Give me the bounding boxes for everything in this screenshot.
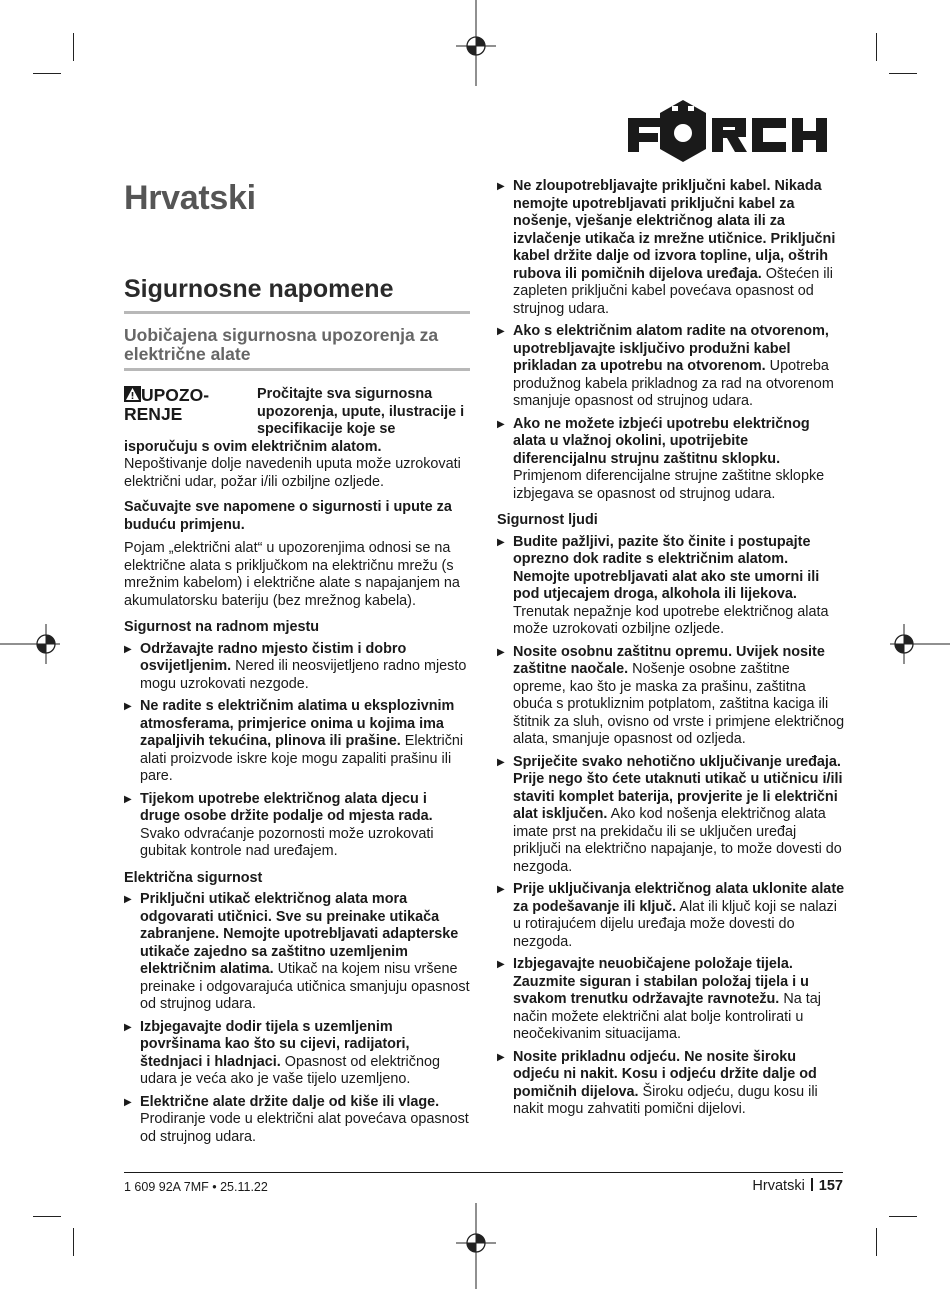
definition-paragraph: Pojam „električni alat“ u upozorenjima odnosi se na električne alata s priključkom na električnu mrežu (s mrežnim kabelom) i električne alate s napajanjem na akumulatorsku bateriju (bez mrežnog kabela). [124,540,460,609]
list-item: ▶ Nosite prikladnu odjeću. Ne nosite široku odjeću ni nakit. Kosu i odjeću držite dalje od pomičnih dijelova. Široku odjeću, dugu kosu ili nakit mogu zahvatiti pomični dijelovi. [497,1048,818,1117]
list-item: ▶ Izbjegavajte neuobičajene položaje tijela. Zauzmite siguran i stabilan položaj tijela i u svakom trenutku održavajte ravnotežu. Na taj način možete električni alat bolje kontrolirati u neočekivanim situacijama. [497,956,821,1042]
bullet-arrow-icon: ▶ [497,181,505,192]
bullet-arrow-icon: ▶ [497,418,505,430]
electrical-heading: Električna sigurnost [124,869,263,886]
list-item: ▶ Tijekom upotrebe električnog alata djecu i druge osobe držite podalje od mjesta rada. Svako odvraćanje pozornosti može uzrokovati gubitak kontrole nad uređajem. [124,790,434,859]
crop-mark [876,1228,877,1256]
list-item: ▶ Ne radite s električnim alatima u eksplozivnim atmosferama, primjerice onima u kojima ima zapaljivih tekućina, plinova ili prašine. Električni alati proizvode iskre koje mogu zapaliti prašinu ili pare. [124,698,464,784]
language-title: Hrvatski [124,179,256,217]
left-column [124,178,470,1151]
section-title: Sigurnosne napomene [124,274,470,314]
list-item: ▶ Budite pažljivi, pazite što činite i postupajte oprezno dok radite s električnim alatom. Nemojte upotrebljavati alat ako ste umorni ili pod utjecajem droga, alkohola ili lijekova. Trenutak nepažnje kod upotrebe električnog alata može uzrokovati ozbiljne ozljede. [497,533,829,637]
registration-mark-icon [456,1203,496,1289]
list-item: ▶ Ne zloupotrebljavajte priključni kabel. Nikada nemojte upotrebljavati priključni kabel za nošenje, vješanje električnog alata ili za izvlačenje utikača iz mrežne utičnice. Priključni kabel držite dalje od izvora topline, ulja, oštrih rubova ili pomičnih dijelova uređaja. Oštećen ili zapleten priključni kabel povećava opasnost od strujnog udara. [497,178,836,317]
personal-safety-heading: Sigurnost ljudi [497,512,598,528]
crop-mark [33,73,61,74]
subsection-title: Uobičajena sigurnosna upozorenja za električne alate [124,326,470,371]
crop-mark [876,33,877,61]
warning-label [124,386,244,424]
bullet-arrow-icon: ▶ [497,884,505,895]
bullet-arrow-icon: ▶ [497,326,505,337]
footer-separator [811,1178,813,1191]
warning-label-text: UPOZO- RENJE [124,385,210,424]
forch-logo [628,100,843,162]
list-item: ▶ Priključni utikač električnog alata mora odgovarati utičnici. Sve su preinake utikača zabranjene. Nemojte upotrebljavati adapterske utikače zajedno sa zaštitno uzemljenim električnim alatima. Utikač na kojem nisu vršene preinake i odgovarajuća utičnica smanjuju opasnost od strujnog udara. [124,891,470,1012]
warning-intro-rest: isporučuju s ovim električnim alatom. [124,438,382,455]
bullet-arrow-icon: ▶ [497,959,505,970]
work-area-heading: Sigurnost na radnom mjestu [124,619,320,635]
bullet-arrow-icon: ▶ [124,1096,132,1108]
right-column [497,178,845,1124]
bullet-arrow-icon: ▶ [124,1021,132,1033]
warning-triangle-icon [124,386,141,402]
footer-rule [124,1172,843,1173]
list-item: ▶ Ako s električnim alatom radite na otvorenom, upotrebljavajte isključivo produžni kabel prikladan za upotrebu na otvorenom. Upotreba produžnog kabela prikladnog za rad na otvorenom smanjuje opasnost od strujnog udara. [497,323,834,409]
crop-mark [73,33,74,61]
bullet-arrow-icon: ▶ [124,643,132,655]
crop-mark [33,1216,61,1217]
list-item: ▶ Izbjegavajte dodir tijela s uzemljenim površinama kao što su cijevi, radijatori, štednjaci i hladnjaci. Opasnost od električnog udara je veća ako je vaše tijelo uzemljeno. [124,1018,440,1087]
crop-mark [73,1228,74,1256]
list-item: ▶ Održavajte radno mjesto čistim i dobro osvijetljenim. Nered ili neosvijetljeno radno mjesto mogu uzrokovati nezgode. [124,640,467,692]
footer-language: Hrvatski [752,1178,805,1194]
footer-page-info [752,1178,843,1195]
warning-text: Nepoštivanje dolje navedenih uputa može uzrokovati električni udar, požar i/ili ozbiljne ozljede. [124,456,461,490]
footer-doc-code: 1 609 92A 7MF • 25.11.22 [124,1180,268,1194]
personal-safety-list [497,534,845,1119]
registration-mark-icon [0,624,60,664]
save-notice: Sačuvajte sve napomene o sigurnosti i upute za buduću primjenu. [124,499,452,533]
registration-mark-icon [890,624,950,664]
bullet-arrow-icon: ▶ [497,1051,505,1063]
bullet-arrow-icon: ▶ [497,646,505,658]
crop-mark [889,73,917,74]
crop-mark [889,1216,917,1217]
list-item: ▶ Nosite osobnu zaštitnu opremu. Uvijek nosite zaštitne naočale. Nošenje osobne zaštitne opreme, kao što je maska za prašinu, zaštitna obuća s protukliznim potplatom, zaštitna kaciga ili štitnik za sluh, ovisno od vrste i primjene električnog alata, smanjuje opasnost od ozljeda. [497,643,845,747]
work-area-list [124,641,470,861]
electrical-list [124,891,470,1146]
list-item: ▶ Prije uključivanja električnog alata uklonite alate za podešavanje ili ključ. Alat ili ključ koji se nalazi u rotirajućem dijelu uređaja može dovesti do nezgoda. [497,881,845,950]
bullet-arrow-icon: ▶ [124,793,132,805]
warning-block [124,386,470,491]
warning-intro: Pročitajte sva sigurnosna upozorenja, upute, ilustracije i specifikacije koje se [257,386,465,437]
registration-mark-icon [456,0,496,86]
list-item: ▶ Električne alate držite dalje od kiše ili vlage. Prodiranje vode u električni alat povećava opasnost od strujnog udara. [124,1093,469,1145]
list-item: ▶ Ako ne možete izbjeći upotrebu električnog alata u vlažnoj okolini, upotrijebite diferencijalnu strujnu zaštitnu sklopku. Primjenom diferencijalne strujne zaštitne sklopke izbjegava se opasnost od strujnog udara. [497,415,825,502]
bullet-arrow-icon: ▶ [124,894,132,905]
electrical-list-continued [497,178,845,503]
list-item: ▶ Spriječite svako nehotično uključivanje uređaja. Prije nego što ćete utaknuti utikač u utičnicu i/ili staviti komplet baterija, provjerite je li električni alat isključen. Ako kod nošenja električnog alata imate prst na prekidaču ili se uključen uređaj priključi na električno napajanje, to može dovesti do nezgoda. [497,753,843,875]
page-number: 157 [818,1178,843,1194]
bullet-arrow-icon: ▶ [497,536,505,548]
bullet-arrow-icon: ▶ [124,701,132,712]
bullet-arrow-icon: ▶ [497,756,505,768]
